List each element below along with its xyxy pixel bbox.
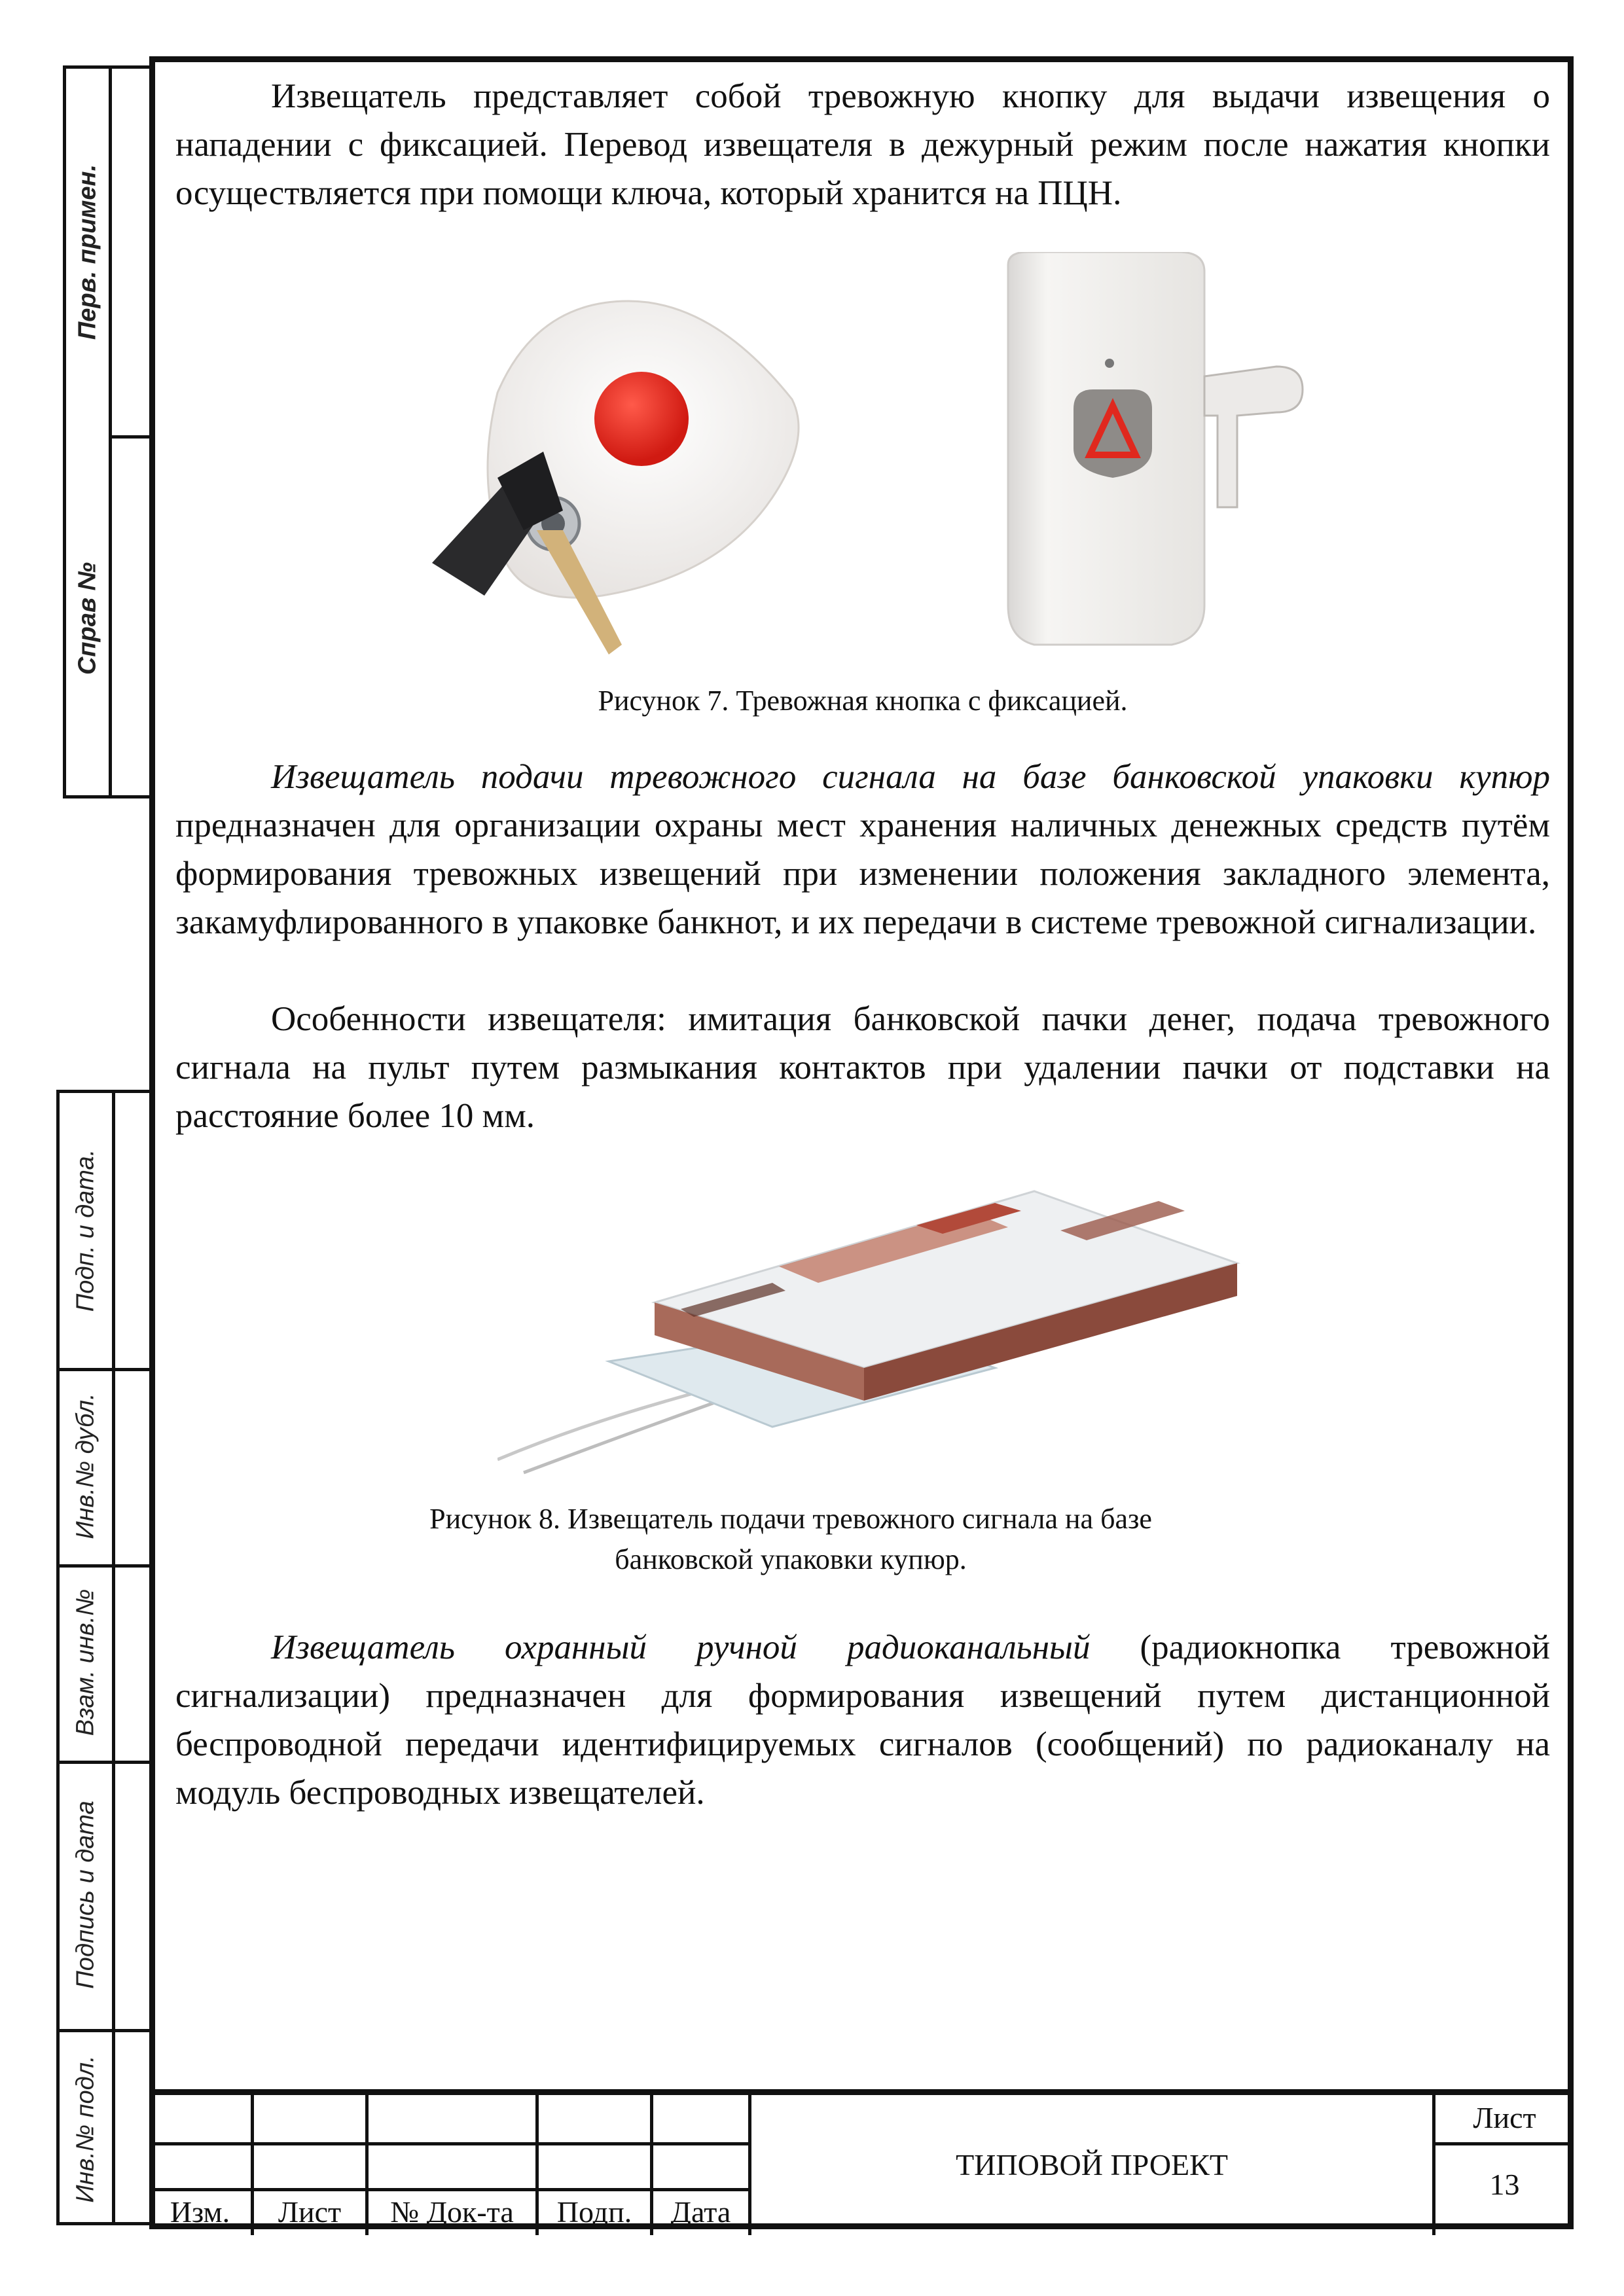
paragraph-4-italic: Извещатель охранный ручной радиоканальный — [271, 1628, 1091, 1666]
page-frame — [149, 56, 1574, 2229]
sheet-label: Лист — [1473, 2101, 1536, 2134]
stamp-podp-data: Подп. и дата. — [71, 1149, 99, 1312]
paragraph-2-text: предназначен для организации охраны мест хранения наличных денежных средств путём формирования тревожных извещений при изменении положения закладного элемента, закамуфлированного в упаковке банкнот, и их передачи в системе тревожной сигнализации. — [175, 806, 1550, 941]
figure-7-image-left — [406, 288, 805, 668]
paragraph-2 — [175, 753, 1550, 946]
col-list: Лист — [278, 2195, 342, 2229]
paragraph-1 — [175, 72, 1550, 217]
sheet-number: 13 — [1489, 2168, 1520, 2201]
figure-7-image-right — [988, 252, 1329, 651]
paragraph-3-text: Особенности извещателя: имитация банковской пачки денег, подача тревожного сигнала на пульт путем размыкания контактов при удалении пачки от подставки на расстояние более 10 мм. — [175, 1000, 1550, 1135]
paragraph-3 — [175, 995, 1550, 1140]
paragraph-4-text: (радиокнопка тревожной сигнализации) предназначен для формирования извещений путем дистанционной беспроводной передачи идентифицируемых сигналов (сообщений) по радиоканалу на модуль беспроводных извещателей. — [175, 1628, 1550, 1812]
paragraph-1-text: Извещатель представляет собой тревожную кнопку для выдачи извещения о нападении с фиксацией. Перевод извещателя в дежурный режим после нажатия кнопки осуществляется при помощи ключа, который хранится на ПЦН. — [175, 77, 1550, 212]
side-stamp-bottom — [56, 1090, 152, 2225]
figure-8-caption — [175, 1499, 1550, 1580]
paragraph-4 — [175, 1623, 1550, 1817]
stamp-vzam-inv: Взам. инв.№ — [71, 1588, 99, 1736]
red-button-icon — [594, 372, 689, 466]
col-izm: Изм. — [170, 2195, 230, 2229]
col-podp: Подп. — [556, 2195, 632, 2229]
col-doc: № Док-та — [390, 2195, 514, 2229]
side-stamp-top — [63, 65, 152, 798]
stamp-inv-podl: Инв.№ подл. — [71, 2054, 99, 2203]
figure-8-image — [497, 1152, 1270, 1479]
project-title: ТИПОВОЙ ПРОЕКТ — [956, 2148, 1228, 2181]
stamp-podpis-data: Подпись и дата — [71, 1801, 99, 1989]
stamp-sprav: Справ № — [73, 562, 101, 675]
col-data: Дата — [670, 2195, 731, 2229]
stamp-perv-primen: Перв. примен. — [73, 164, 101, 340]
stamp-inv-dubl: Инв.№ дубл. — [71, 1393, 99, 1539]
paragraph-2-italic: Извещатель подачи тревожного сигнала на базе банковской упаковки купюр — [271, 758, 1550, 796]
figure-8-caption-line-2: банковской упаковки купюр. — [615, 1543, 967, 1575]
title-block — [149, 2089, 1574, 2229]
service-key-icon — [1204, 367, 1303, 507]
figure-8-caption-line-1: Рисунок 8. Извещатель подачи тревожного сигнала на базе — [429, 1503, 1152, 1535]
figure-7-caption: Рисунок 7. Тревожная кнопка с фиксацией. — [598, 685, 1128, 717]
